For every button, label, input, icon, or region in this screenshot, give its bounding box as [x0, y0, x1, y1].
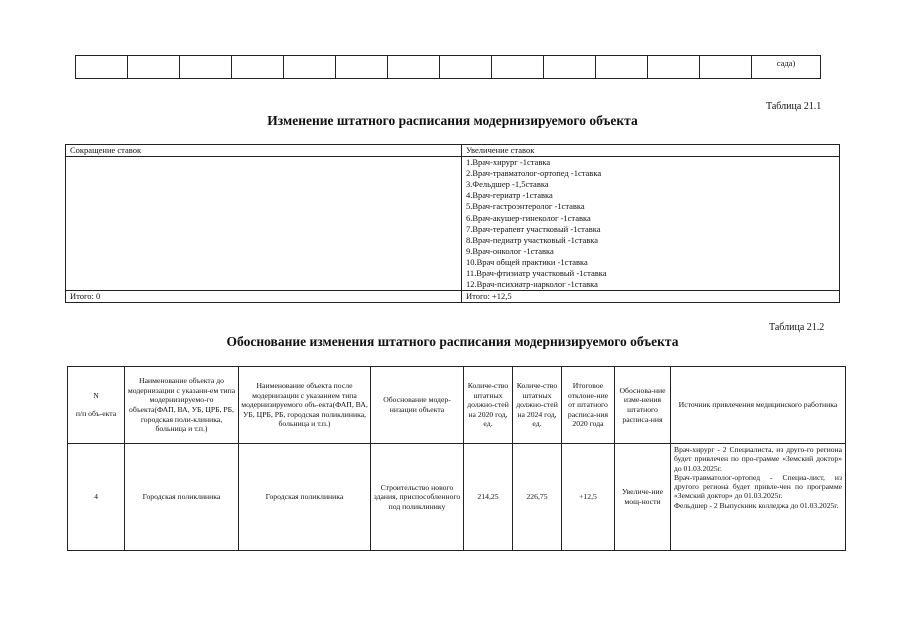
list-item: 6.Врач-акушер-гинеколог -1ставка [466, 212, 591, 223]
list-item: 4.Врач-гериатр -1ставка [466, 190, 553, 201]
list-item: 2.Врач-травматолог-ортопед -1ставка [466, 168, 602, 179]
table-21-1-number: Таблица 21.1 [766, 101, 822, 112]
staffing-justification-table [67, 366, 846, 551]
increase-list [462, 157, 840, 291]
col-header-staff-2024: Количе-ство штатных должно-стей на 2024 год, ед. [513, 367, 562, 444]
list-item: 7.Врач-терапевт участковый -1ставка [466, 223, 601, 234]
reduction-header: Сокращение ставок [66, 145, 462, 157]
table-cell [440, 56, 492, 79]
increase-header: Увеличение ставок [462, 145, 840, 157]
table-21-1-title: Изменение штатного расписания модернизируемого объекта [267, 113, 638, 128]
table-cell [544, 56, 596, 79]
table-cell [232, 56, 284, 79]
source-item: Фельдшер - 2 Выпускник колледжа до 01.03.2025г. [674, 500, 839, 510]
table-cell [648, 56, 700, 79]
table-cell [284, 56, 336, 79]
col-header-source: Источник привлечения медицинского работника [671, 367, 846, 444]
row-name-after: Городская поликлиника [239, 444, 371, 551]
row-deviation: +12,5 [562, 444, 615, 551]
table-cell-last: сада) [752, 56, 821, 79]
col-header-number-n: N [93, 391, 99, 401]
table-21-2-number: Таблица 21.2 [769, 322, 825, 333]
table-cell [596, 56, 648, 79]
list-item: 8.Врач-педиатр участковый -1ставка [466, 234, 599, 245]
list-item: 3.Фельдшер -1,5ставка [466, 179, 549, 190]
col-header-number [68, 367, 125, 444]
source-item: Врач-травматолог-ортопед - Специа-лист, из другого региона будет привле-чен по программе «Земский доктор» до 01.03.2025г. [674, 472, 842, 501]
list-item: 10.Врач общей практики -1ставка [466, 256, 588, 267]
table-row [68, 444, 846, 551]
list-item: 5.Врач-гастроэнтеролог -1ставка [466, 201, 585, 212]
col-header-name-before: Наименование объекта до модернизации с указани-ем типа модернизируемо-го объекта(ФАП, ВА, УБ, ЦРБ, РБ, городская поли-клиника, больница и т.п.) [125, 367, 239, 444]
col-header-change-justification: Обоснова-ние изме-нения штатного расписа-ния [615, 367, 671, 444]
row-name-before: Городская поликлиника [125, 444, 239, 551]
list-item: 12.Врач-психиатр-нарколог -1ставка [466, 279, 598, 290]
list-item: 1.Врач-хирург -1ставка [466, 157, 551, 168]
row-number: 4 [68, 444, 125, 551]
source-item: Врач-хирург - 2 Специалиста, из друго-го региона будет привлечен по про-грамме «Земский доктор» до 01.03.2025г. [674, 445, 842, 473]
total-increase: Итого: +12,5 [462, 291, 840, 303]
previous-table-fragment [75, 55, 821, 79]
table-cell [492, 56, 544, 79]
list-item: 11.Врач-фтизиатр участковый -1ставка [466, 268, 607, 279]
col-header-deviation: Итоговое отклоне-ние от штатного расписа-ния 2020 года [562, 367, 615, 444]
col-header-number-label: п/п объ-екта [75, 409, 117, 418]
list-item: 9.Врач-онколог -1ставка [466, 245, 554, 256]
col-header-name-after: Наименование объекта после модернизации с указанием типа модернизируемого объ-екта(ФАП, ВА, УБ, ЦРБ, РБ, городская поликлиника, больница и т.п.) [239, 367, 371, 444]
table-cell [76, 56, 128, 79]
table-cell [700, 56, 752, 79]
table-cell [336, 56, 388, 79]
row-source [671, 444, 846, 551]
reduction-cell [66, 157, 462, 291]
row-change-justification: Увеличе-ние мощ-ности [615, 444, 671, 551]
table-21-2-title: Обоснование изменения штатного расписания модернизируемого объекта [226, 334, 679, 349]
staffing-change-table [65, 144, 840, 303]
col-header-staff-2020: Количе-ство штатных должно-стей на 2020 год, ед. [464, 367, 513, 444]
table-cell [388, 56, 440, 79]
table-cell [128, 56, 180, 79]
row-staff-2020: 214,25 [464, 444, 513, 551]
table-cell [180, 56, 232, 79]
col-header-justification: Обоснование модер-низации объекта [371, 367, 464, 444]
total-reduction: Итого: 0 [66, 291, 462, 303]
row-justification: Строительство нового здания, приспособленного под поликлинику [371, 444, 464, 551]
row-staff-2024: 226,75 [513, 444, 562, 551]
